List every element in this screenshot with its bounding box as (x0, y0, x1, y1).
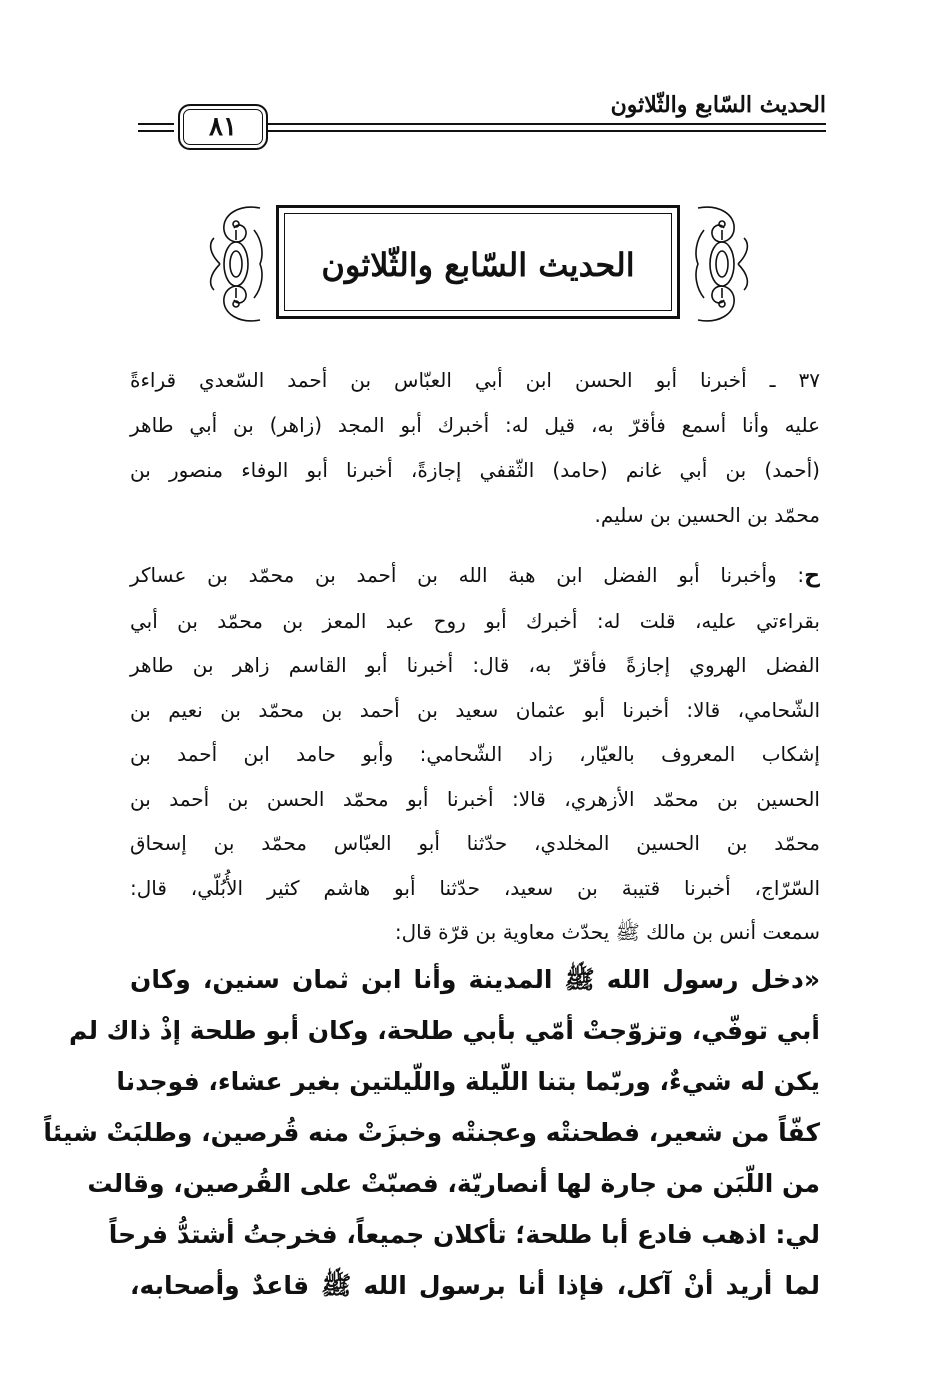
isnad-paragraph-2 (130, 553, 820, 955)
tahwil-mark: ح (804, 563, 820, 588)
header-rule-right (268, 123, 826, 132)
matn-line: أبي توفّي، وتزوّجتْ أمّي بأبي طلحة، وكان أبو طلحة إذْ ذاك لم (68, 1016, 820, 1045)
text-line: ٣٧ ـ أخبرنا أبو الحسن ابن أبي العبّاس بن أحمد السّعدي قراءةً (130, 368, 820, 392)
text-line: محمّد بن الحسين المخلدي، حدّثنا أبو العبّاس محمّد بن إسحاق (130, 831, 820, 855)
matn-line: كفّاً من شعير، فطحنتْه وعجنتْه وخبزَتْ منه قُرصين، وطلبَتْ شيئاً (43, 1118, 820, 1147)
text-line: محمّد بن الحسين بن سليم. (594, 503, 820, 527)
text-line: : وأخبرنا أبو الفضل ابن هبة الله بن أحمد بن محمّد بن عساكر (130, 563, 805, 587)
text-line: عليه وأنا أسمع فأقرّ به، قيل له: أخبرك أبو المجد (زاهر) بن أبي طاهر (130, 413, 820, 437)
text-line: سمعت أنس بن مالك ﷺ يحدّث معاوية بن قرّة قال: (394, 920, 820, 944)
matn-line: لما أريد أنْ آكل، فإذا أنا برسول الله ﷺ قاعدٌ وأصحابه، (130, 1271, 820, 1300)
header-rule-left (138, 123, 174, 132)
matn-line: «دخل رسول الله ﷺ المدينة وأنا ابن ثمان سنين، وكان (130, 965, 820, 994)
matn-line: من اللّبَن من جارة لها أنصاريّة، فصبّتْ على القُرصين، وقالت (87, 1169, 820, 1198)
text-line: السّرّاج، أخبرنا قتيبة بن سعيد، حدّثنا أبو هاشم كثير الأُبُلّي، قال: (130, 875, 820, 900)
left-floral-ornament-icon (200, 200, 272, 328)
hadith-matn-paragraph (43, 954, 820, 1311)
chapter-title: الحديث السّابع والثّلاثون (321, 246, 635, 284)
page-number-frame (178, 104, 268, 150)
text-line: الحسين بن محمّد الأزهري، قالا: أخبرنا أبو محمّد الحسن بن أحمد بن (130, 786, 820, 811)
text-line: الفضل الهروي إجازةً فأقرّ به، قال: أخبرنا أبو القاسم زاهر بن طاهر (130, 653, 820, 677)
text-line: (أحمد) بن أبي غانم (حامد) الثّقفي إجازةً، أخبرنا أبو الوفاء منصور بن (130, 458, 820, 482)
page-number: ٨١ (209, 112, 237, 142)
text-line: إشكاب المعروف بالعيّار، زاد الشّحامي: وأبو حامد ابن أحمد بن (130, 742, 820, 766)
text-line: بقراءتي عليه، قلت له: أخبرك أبو روح عبد المعز بن محمّد بن أبي (130, 608, 820, 633)
text-line: الشّحامي، قالا: أخبرنا أبو عثمان سعيد بن أحمد بن محمّد بن نعيم بن (130, 697, 820, 722)
right-floral-ornament-icon (686, 200, 758, 328)
matn-line: يكن له شيءٌ، وربّما بتنا اللّيلة واللّيلتين بغير عشاء، فوجدنا (116, 1067, 820, 1096)
chapter-title-frame (276, 205, 680, 319)
isnad-paragraph-1 (130, 358, 820, 538)
matn-line: لي: اذهب فادع أبا طلحة؛ تأكلان جميعاً، فخرجتُ أشتدُّ فرحاً (108, 1220, 820, 1249)
running-title: الحديث السّابع والثّلاثون (610, 92, 826, 118)
text-line-with-mark (130, 553, 820, 599)
